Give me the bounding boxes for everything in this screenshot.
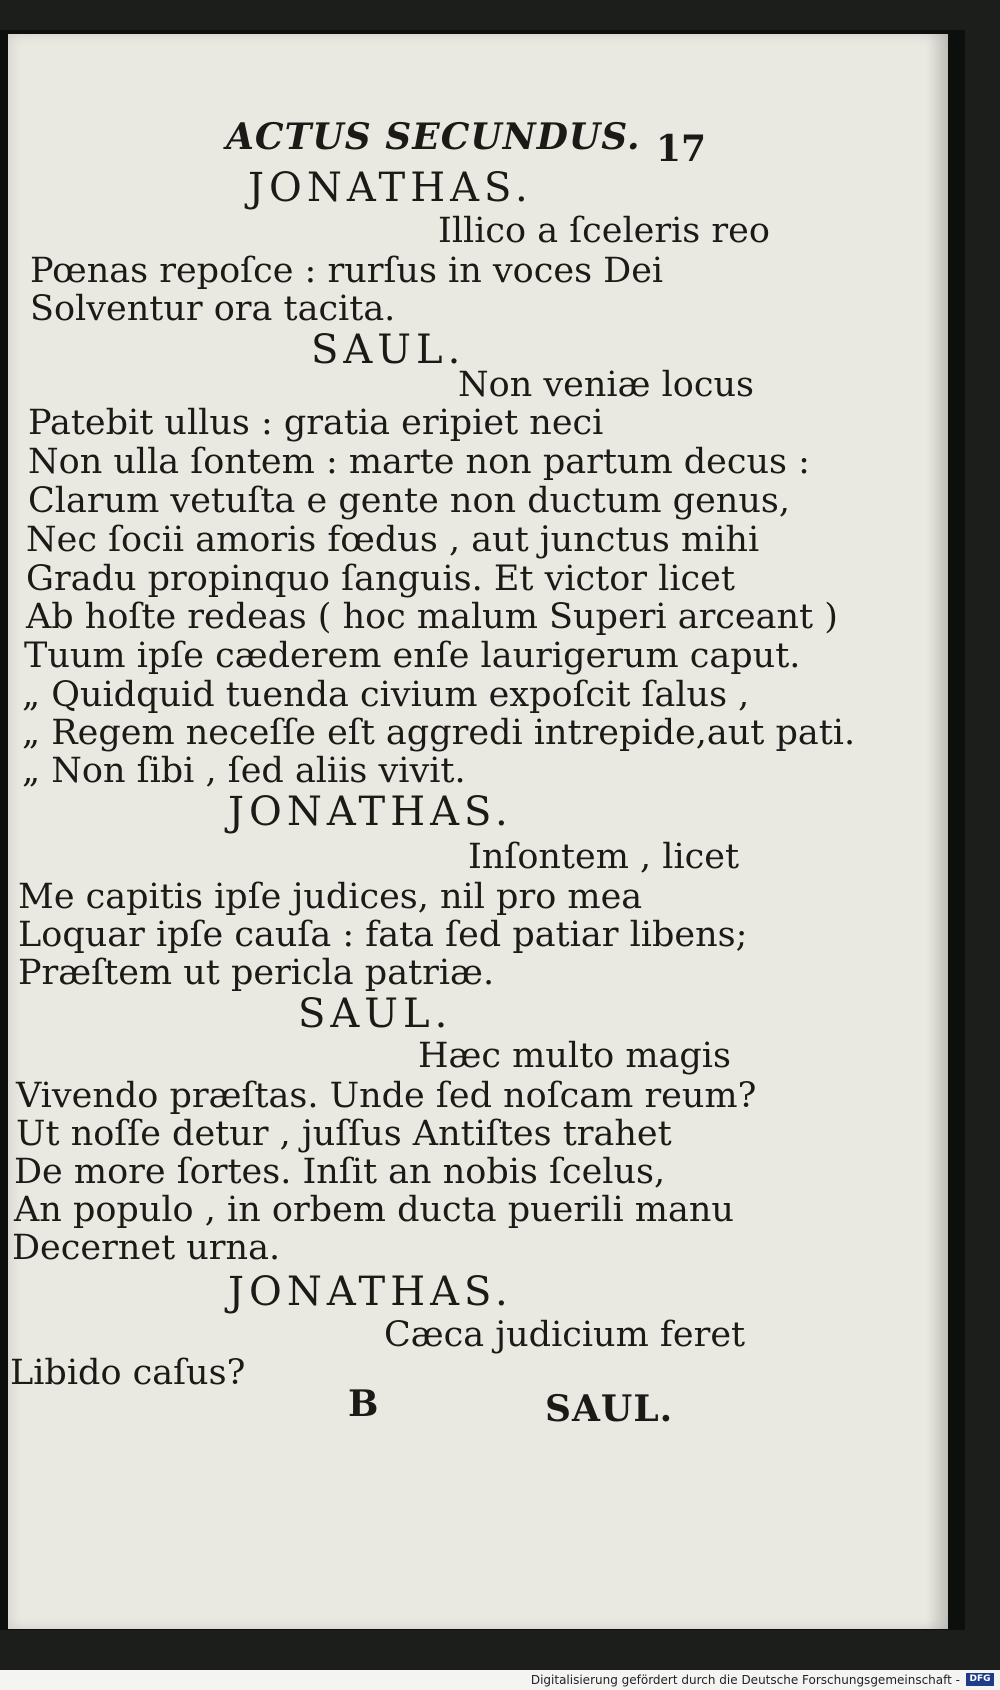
verse-line: Inſontem , licet	[468, 837, 740, 877]
page-number: 17	[656, 128, 707, 170]
verse-line: „ Quidquid tuenda civium expoſcit ſalus ,	[22, 675, 750, 715]
verse-line: Cæca judicium feret	[384, 1315, 746, 1355]
verse-line: Ut noſſe detur , juſſus Antiſtes trahet	[16, 1114, 672, 1154]
verse-line: Non veniæ locus	[458, 365, 754, 405]
verse-line: Libido caſus?	[10, 1353, 246, 1393]
verse-line: Patebit ullus : gratia eripiet neci	[28, 403, 604, 443]
verse-line: „ Non ſibi , ſed aliis vivit.	[22, 751, 466, 791]
dfg-logo-icon: DFG	[966, 1673, 994, 1686]
verse-line: Non ulla ſontem : marte non partum decus :	[28, 442, 810, 482]
speaker-name: SAUL.	[311, 327, 466, 373]
verse-line: Loquar ipſe cauſa : fata ſed patiar libens;	[18, 915, 748, 955]
verse-line: Vivendo præſtas. Unde ſed noſcam reum?	[16, 1076, 757, 1116]
signature-mark: B	[348, 1383, 379, 1425]
speaker-name: SAUL.	[298, 991, 453, 1037]
verse-line: Clarum vetuſta e gente non ductum genus,	[28, 481, 790, 521]
verse-line: „ Regem neceſſe eſt aggredi intrepide,aut pati.	[22, 713, 856, 753]
verse-line: Solventur ora tacita.	[30, 289, 396, 329]
speaker-name: JONATHAS.	[228, 789, 513, 835]
page-edge-shadow	[926, 34, 948, 1629]
verse-line: Me capitis ipſe judices, nil pro mea	[18, 877, 643, 917]
verse-line: An populo , in orbem ducta puerili manu	[14, 1190, 734, 1230]
catchword: SAUL.	[545, 1388, 674, 1430]
verse-line: Decernet urna.	[12, 1228, 281, 1268]
verse-line: Hæc multo magis	[418, 1036, 731, 1076]
running-head: ACTUS SECUNDUS.	[226, 116, 641, 158]
verse-line: Gradu propinquo ſanguis. Et victor licet	[26, 559, 735, 599]
speaker-name: JONATHAS.	[228, 1269, 513, 1315]
speaker-name: JONATHAS.	[248, 165, 533, 211]
digitization-footer	[0, 1670, 1000, 1690]
footer-credit: Digitalisierung gefördert durch die Deutsche Forschungsgemeinschaft -	[530, 1673, 960, 1687]
book-page	[8, 34, 948, 1629]
verse-line: Pœnas repoſce : rurſus in voces Dei	[30, 251, 664, 291]
verse-line: Illico a ſceleris reo	[438, 211, 770, 251]
verse-line: Ab hoſte redeas ( hoc malum Superi arceant )	[26, 597, 838, 637]
verse-line: De more ſortes. Inſit an nobis ſcelus,	[14, 1152, 666, 1192]
verse-line: Tuum ipſe cæderem enſe laurigerum caput.	[24, 636, 801, 676]
verse-line: Præſtem ut pericla patriæ.	[18, 953, 495, 993]
verse-line: Nec ſocii amoris fœdus , aut junctus mihi	[26, 520, 760, 560]
